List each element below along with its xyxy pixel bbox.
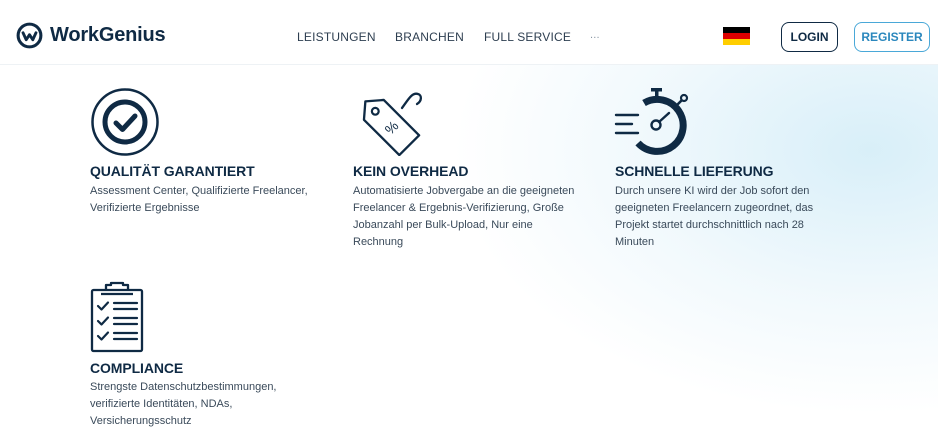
nav-item-branchen[interactable]: BRANCHEN <box>395 30 464 44</box>
feature-description-line: Jobanzahl per Bulk-Upload, Nur eine <box>353 219 533 231</box>
feature-description-line: Verifizierte Ergebnisse <box>90 202 200 214</box>
feature-description-line: Freelancer & Ergebnis-Verifizierung, Große <box>353 202 564 214</box>
workgenius-logo-icon <box>16 22 43 49</box>
feature-description-line: Projekt startet durchschnittlich nach 28 <box>615 219 804 231</box>
checkmark-circle-icon <box>90 87 160 157</box>
feature-description-line: geeigneten Freelancern zugeordnet, das <box>615 202 814 214</box>
feature-description-line: Assessment Center, Qualifizierte Freelancer, <box>90 185 308 197</box>
nav-item-full-service[interactable]: FULL SERVICE <box>484 30 572 44</box>
nav-item-leistungen[interactable]: LEISTUNGEN <box>297 30 376 44</box>
feature-description-line: Minuten <box>615 236 655 248</box>
register-button[interactable]: REGISTER <box>854 22 930 52</box>
feature-description-line: Strengste Datenschutzbestimmungen, <box>90 381 277 393</box>
feature-description <box>615 183 855 251</box>
top-navigation-bar <box>0 0 938 65</box>
german-flag-icon[interactable] <box>723 27 750 45</box>
brand-logo[interactable] <box>16 22 165 49</box>
feature-title: KEIN OVERHEAD <box>353 163 469 179</box>
feature-description-line: Versicherungsschutz <box>90 415 192 427</box>
feature-description <box>90 183 330 217</box>
stopwatch-speed-icon <box>614 85 690 159</box>
price-tag-percent-icon <box>352 84 424 156</box>
feature-description-line: Durch unsere KI wird der Job sofort den <box>615 185 810 197</box>
clipboard-checklist-icon <box>89 281 145 353</box>
svg-text:%: % <box>381 117 402 138</box>
nav-item-more[interactable]: ... <box>590 29 600 41</box>
login-button[interactable]: LOGIN <box>781 22 838 52</box>
feature-description-line: Automatisierte Jobvergabe an die geeigneten <box>353 185 575 197</box>
feature-title: SCHNELLE LIEFERUNG <box>615 163 774 179</box>
brand-name: WorkGenius <box>50 24 166 46</box>
feature-title: COMPLIANCE <box>90 360 184 376</box>
feature-description-line: Rechnung <box>353 236 404 248</box>
feature-description <box>353 183 593 251</box>
feature-description <box>90 379 330 430</box>
feature-title: QUALITÄT GARANTIERT <box>90 163 255 179</box>
feature-description-line: verifizierte Identitäten, NDAs, <box>90 398 233 410</box>
